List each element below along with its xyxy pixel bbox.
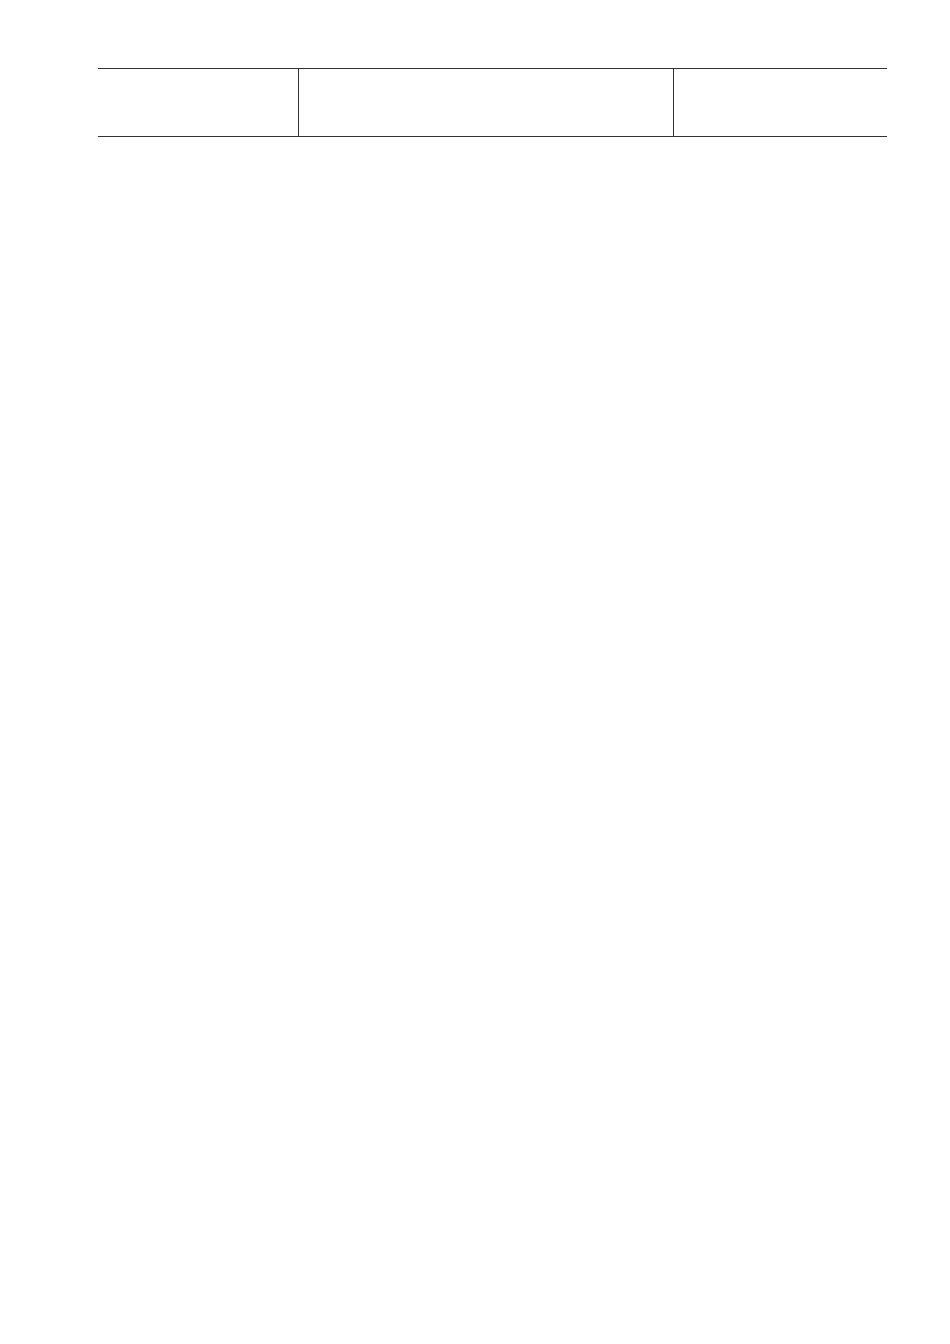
- header-meta: [98, 69, 299, 136]
- header-motto: [299, 69, 674, 136]
- page-header: [98, 68, 887, 137]
- header-page-info: [674, 69, 887, 136]
